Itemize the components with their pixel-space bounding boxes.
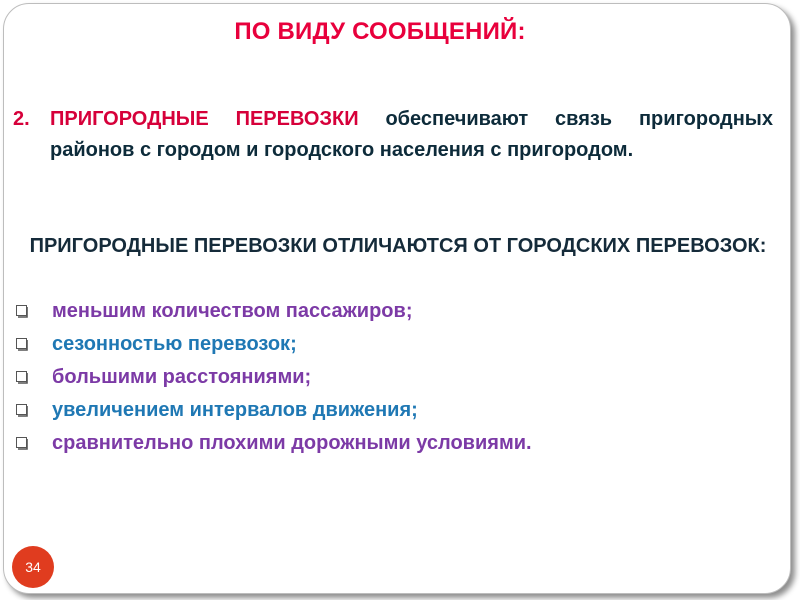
page-number-badge: 34 <box>12 546 54 588</box>
numbered-item <box>13 104 773 166</box>
list-item <box>14 295 774 328</box>
list-item <box>14 361 774 394</box>
slide-title: ПО ВИДУ СООБЩЕНИЙ: <box>234 18 526 45</box>
list-item-text: сезонностью перевозок; <box>52 333 297 355</box>
checkbox-square-icon <box>16 437 30 451</box>
item-number: 2. <box>13 108 30 130</box>
list-item <box>14 427 774 460</box>
list-item-text: большими расстояниями; <box>52 366 312 388</box>
item-description: обеспечивают связь пригородных районов с городом и городского населения с пригородом. <box>50 108 773 161</box>
bullet-list <box>14 295 774 460</box>
item-text <box>50 104 773 166</box>
list-item-text: сравнительно плохими дорожными условиями. <box>52 432 532 454</box>
list-item <box>14 394 774 427</box>
list-item-text: увеличением интервалов движения; <box>52 399 418 421</box>
checkbox-square-icon <box>16 305 30 319</box>
checkbox-square-icon <box>16 338 30 352</box>
list-item <box>14 328 774 361</box>
subheading: ПРИГОРОДНЫЕ ПЕРЕВОЗКИ ОТЛИЧАЮТСЯ ОТ ГОРОДСКИХ ПЕРЕВОЗОК: <box>29 235 767 257</box>
list-item-text: меньшим количеством пассажиров; <box>52 300 413 322</box>
item-term: ПРИГОРОДНЫЕ ПЕРЕВОЗКИ <box>50 108 359 130</box>
checkbox-square-icon <box>16 404 30 418</box>
checkbox-square-icon <box>16 371 30 385</box>
